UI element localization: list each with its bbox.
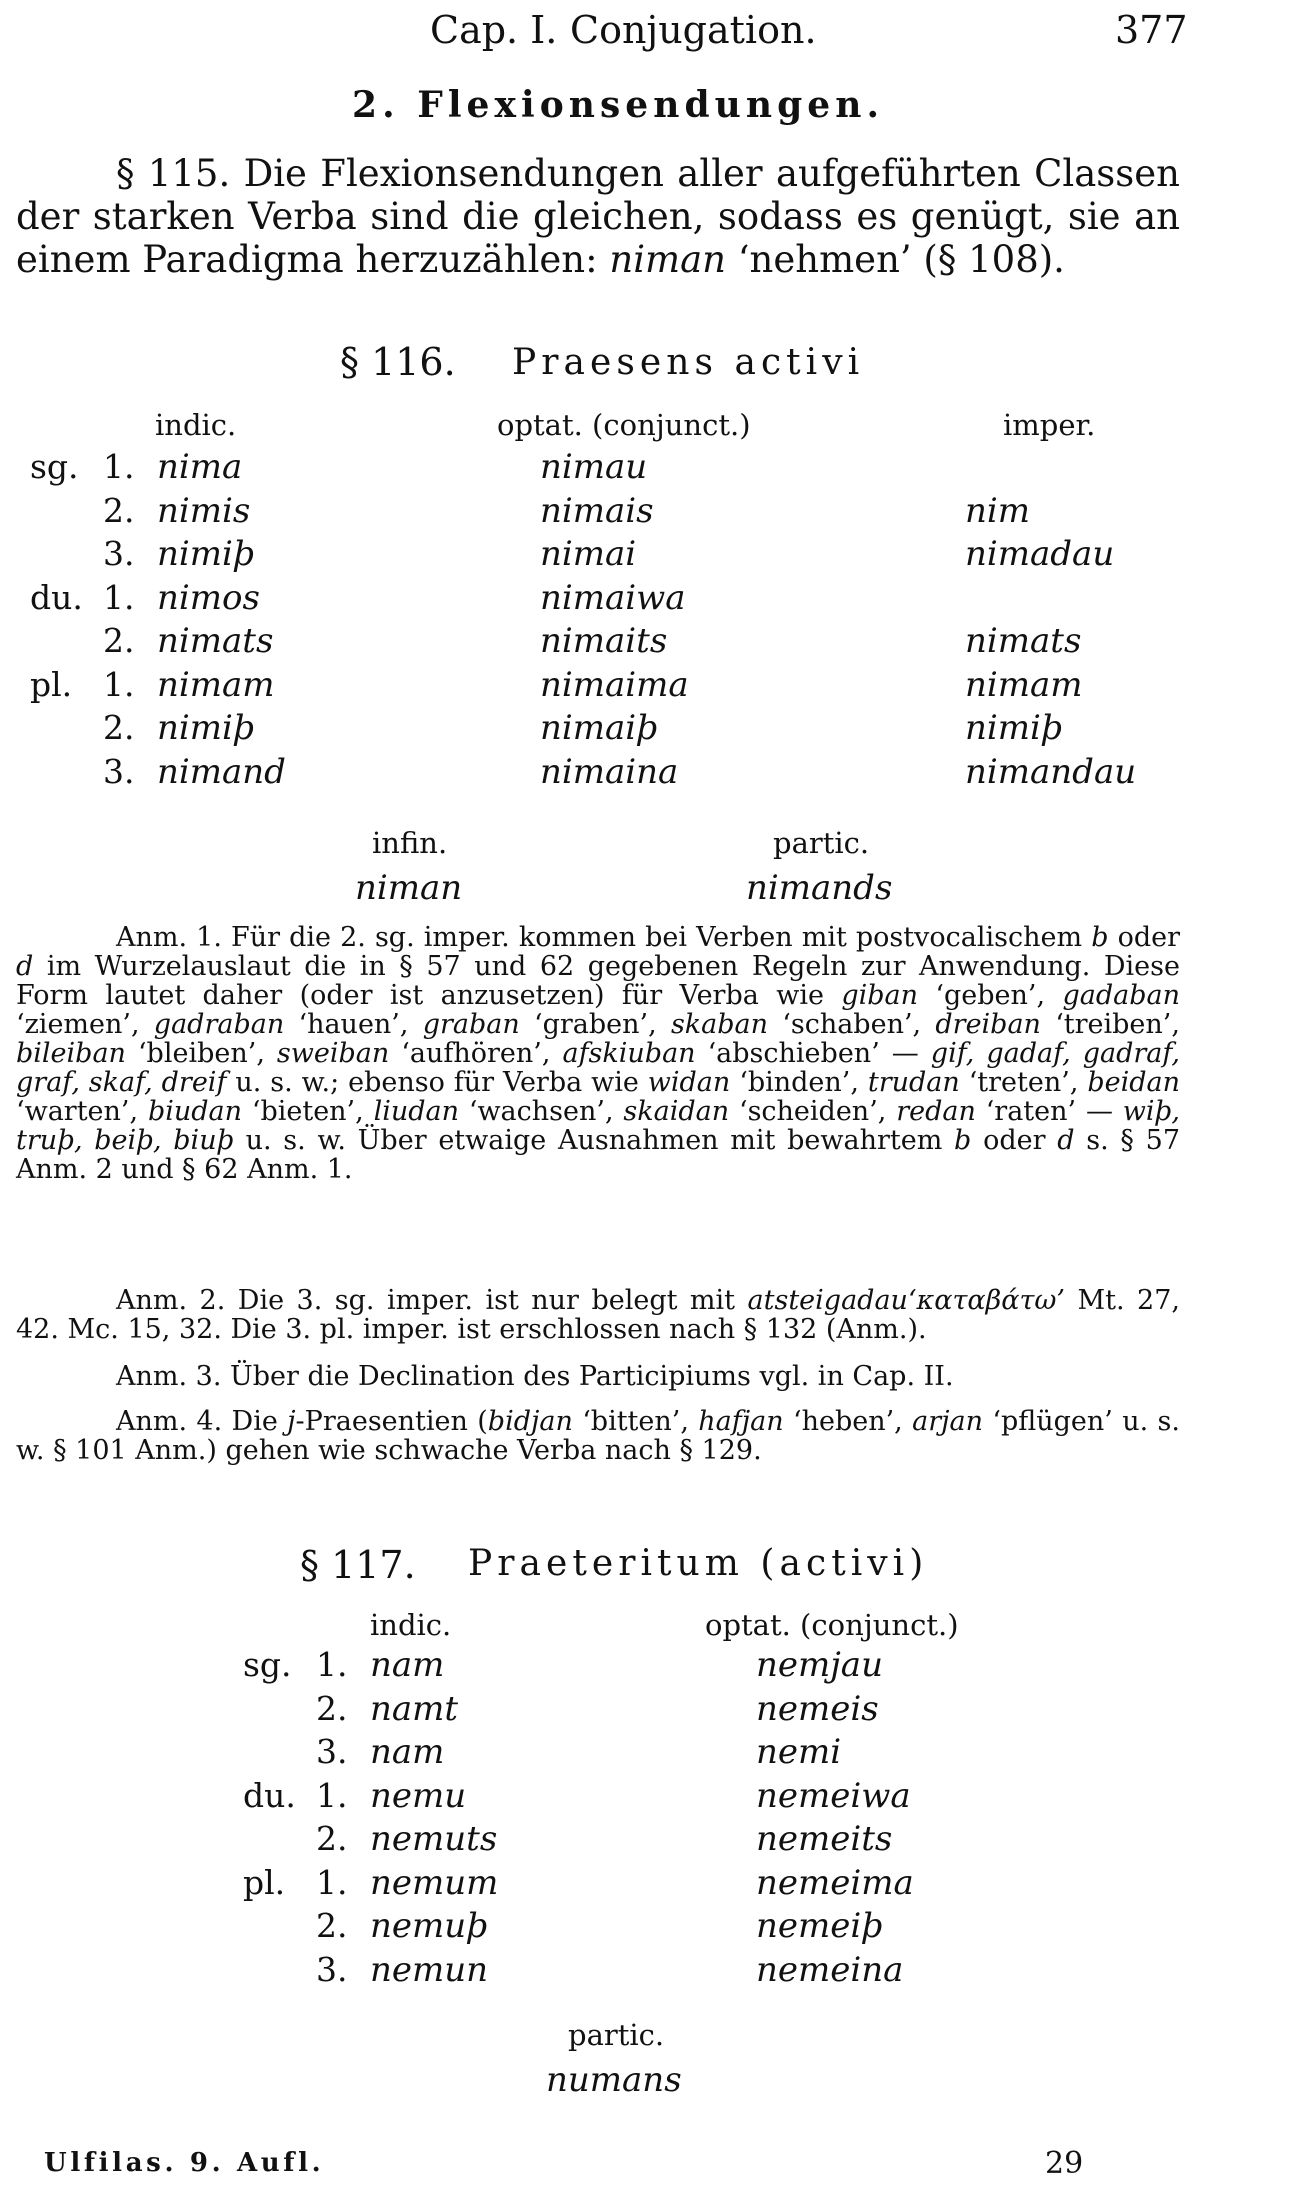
footer-signature: Ulfilas. 9. Aufl. bbox=[44, 2148, 325, 2178]
indicative-form: nimam bbox=[157, 664, 275, 705]
person-label: 1. bbox=[103, 664, 135, 704]
partic-label-117: partic. bbox=[568, 2018, 665, 2052]
person-label: 2. bbox=[103, 708, 135, 747]
gloss: ‘treiben’, bbox=[1055, 1009, 1180, 1040]
paragraph-115 bbox=[16, 152, 1180, 281]
gothic-word: atsteigadau bbox=[747, 1285, 908, 1316]
optative-form: nimaits bbox=[540, 621, 668, 661]
gothic-word: skaban bbox=[670, 1009, 769, 1040]
indicative-form: nimos bbox=[157, 577, 260, 618]
optative-form: nemeiþ bbox=[756, 1906, 884, 1946]
indicative-form: nimats bbox=[157, 621, 274, 661]
gloss: ‘heben’, bbox=[793, 1406, 903, 1437]
note-4 bbox=[16, 1407, 1180, 1465]
gothic-word: bidjan bbox=[487, 1406, 573, 1437]
optative-form: nimaima bbox=[540, 664, 689, 705]
partic-label-116: partic. bbox=[773, 826, 870, 860]
section-116-number: § 116. bbox=[340, 340, 456, 384]
indicative-form: nam bbox=[370, 1732, 445, 1772]
gothic-word: liudan bbox=[373, 1096, 460, 1127]
gloss: ‘bitten’, bbox=[582, 1406, 689, 1437]
indicative-form: nemum bbox=[370, 1862, 499, 1903]
gothic-word: sweiban bbox=[276, 1038, 390, 1069]
indicative-form: nemun bbox=[370, 1949, 489, 1990]
col-optat-116: optat. (conjunct.) bbox=[497, 408, 751, 442]
section-117-number: § 117. bbox=[300, 1543, 416, 1587]
optative-form: nemjau bbox=[756, 1645, 883, 1685]
note-1-b: b bbox=[954, 1125, 972, 1156]
indicative-form: namt bbox=[370, 1688, 459, 1729]
optative-form: nemeiwa bbox=[756, 1775, 911, 1816]
person-label: 3. bbox=[316, 1949, 348, 1989]
person-label: 1. bbox=[103, 447, 135, 486]
paragraph-115-word: niman bbox=[609, 238, 726, 281]
indicative-form: nimis bbox=[157, 490, 251, 531]
person-label: 1. bbox=[316, 1645, 348, 1684]
note-3 bbox=[16, 1362, 1180, 1391]
person-label: 2. bbox=[316, 1906, 348, 1945]
gothic-word: biudan bbox=[147, 1096, 243, 1127]
gothic-word: widan bbox=[647, 1067, 731, 1098]
paragraph-115-gloss: ‘nehmen’ bbox=[737, 238, 912, 281]
note-1-label: Anm. 1. bbox=[116, 922, 222, 953]
section-117-title: Praeteritum (activi) bbox=[468, 1543, 929, 1584]
gothic-word: bileiban bbox=[16, 1038, 126, 1069]
gloss: ‘schaben’, bbox=[782, 1009, 922, 1040]
indicative-form: nimiþ bbox=[157, 708, 255, 748]
person-label: 2. bbox=[316, 1819, 348, 1858]
person-label: 3. bbox=[103, 751, 135, 791]
infin-form: niman bbox=[355, 868, 463, 908]
indicative-form: nimiþ bbox=[157, 534, 255, 574]
partic-form-116: nimands bbox=[746, 868, 893, 908]
person-label: 2. bbox=[316, 1688, 348, 1728]
gothic-word: dreiban bbox=[935, 1009, 1041, 1040]
note-2-text-2: Mt. 27, 42. Mc. 15, 32. Die 3. pl. imper. ist erschlossen nach § 132 (Anm.). bbox=[16, 1285, 1180, 1345]
imperative-forms: gif, gadaf, gadraf, graf, skaf, dreif bbox=[16, 1038, 1180, 1098]
imperative-forms: wiþ, truþ, beiþ, biuþ bbox=[16, 1096, 1180, 1156]
optative-form: nimaina bbox=[540, 751, 679, 792]
number-label: pl. bbox=[243, 1862, 286, 1902]
person-label: 3. bbox=[103, 534, 135, 573]
note-1-oder: oder bbox=[1117, 922, 1181, 953]
note-4-label: Anm. 4. bbox=[116, 1406, 223, 1437]
gothic-word: gadraban bbox=[153, 1009, 285, 1040]
optative-form: nimai bbox=[540, 534, 637, 574]
person-label: 2. bbox=[103, 621, 135, 660]
indicative-form: nima bbox=[157, 447, 243, 487]
paragraph-115-text: Die Flexionsendungen aller aufgeführten Classen der starken Verba sind die gleichen, sodass es genügt, sie an einem Paradigma herzuzählen: bbox=[16, 152, 1180, 281]
indicative-form: nemu bbox=[370, 1775, 467, 1816]
person-label: 2. bbox=[103, 490, 135, 530]
section-116-title: Praesens activi bbox=[512, 342, 865, 383]
number-label: sg. bbox=[30, 447, 79, 486]
gloss: ‘binden’, bbox=[739, 1067, 859, 1098]
gloss: ‘geben’, bbox=[935, 980, 1046, 1011]
gloss: ‘wachsen’, bbox=[468, 1096, 614, 1127]
gloss: ‘aufhören’, bbox=[401, 1038, 551, 1069]
paragraph-115-ref: (§ 108). bbox=[923, 238, 1065, 281]
note-4-end: u. s. w. § 101 Anm.) gehen wie schwache Verba nach § 129. bbox=[16, 1406, 1180, 1466]
note-text: u. s. w. Über etwaige Ausnahmen mit bewahrtem bbox=[245, 1125, 943, 1156]
number-label: du. bbox=[243, 1775, 296, 1815]
optative-form: nemeis bbox=[756, 1688, 879, 1729]
imperative-form: nimats bbox=[965, 621, 1082, 661]
gloss: ‘abschieben’ — bbox=[707, 1038, 919, 1069]
note-text: s. § 57 Anm. 2 und § 62 Anm. 1. bbox=[16, 1125, 1181, 1185]
col-indic-117: indic. bbox=[370, 1608, 452, 1642]
partic-form-117: numans bbox=[546, 2060, 682, 2100]
indicative-form: nam bbox=[370, 1645, 445, 1685]
gloss: ‘raten’ — bbox=[985, 1096, 1113, 1127]
gloss: ‘graben’, bbox=[534, 1009, 657, 1040]
page-number: 377 bbox=[1115, 8, 1188, 52]
note-1-oder: oder bbox=[983, 1125, 1046, 1156]
greek-gloss: ‘καταβάτω’ bbox=[907, 1285, 1066, 1316]
gloss: ‘treten’, bbox=[968, 1067, 1079, 1098]
note-3-text: Über die Declination des Participiums vgl. in Cap. II. bbox=[230, 1361, 954, 1392]
gothic-word: trudan bbox=[867, 1067, 960, 1098]
person-label: 1. bbox=[316, 1775, 348, 1815]
imperative-form: nimiþ bbox=[965, 708, 1063, 748]
imperative-form: nimam bbox=[965, 664, 1083, 705]
person-label: 1. bbox=[103, 577, 135, 617]
note-text: u. s. w.; ebenso für Verba wie bbox=[235, 1067, 639, 1098]
infin-label: infin. bbox=[372, 826, 448, 860]
person-label: 3. bbox=[316, 1732, 348, 1771]
optative-form: nimau bbox=[540, 447, 648, 487]
note-3-label: Anm. 3. bbox=[116, 1361, 222, 1392]
note-2-label: Anm. 2. bbox=[116, 1285, 226, 1316]
note-1-text: Für die 2. sg. imper. kommen bei Verben mit postvocalischem bbox=[231, 922, 1083, 953]
footer-sheet-number: 29 bbox=[1045, 2146, 1084, 2181]
note-4-text: Die bbox=[231, 1406, 278, 1437]
gothic-word: gadaban bbox=[1062, 980, 1180, 1011]
note-1-text-2: im Wurzelauslaut die in § 57 und 62 gegebenen Regeln zur Anwendung. Diese Form lautet daher (oder ist anzusetzen) für Verba wie bbox=[16, 951, 1180, 1011]
note-2-text: Die 3. sg. imper. ist nur belegt mit bbox=[237, 1285, 736, 1316]
note-1 bbox=[16, 923, 1180, 1184]
imperative-form: nim bbox=[965, 490, 1031, 531]
optative-form: nemi bbox=[756, 1732, 842, 1772]
optative-form: nimais bbox=[540, 490, 654, 531]
optative-form: nemeits bbox=[756, 1819, 893, 1859]
note-1-d: d bbox=[1057, 1125, 1075, 1156]
gloss: ‘scheiden’, bbox=[738, 1096, 887, 1127]
gothic-word: redan bbox=[896, 1096, 976, 1127]
note-1-d: d bbox=[16, 951, 34, 982]
section-heading: 2. Flexionsendungen. bbox=[352, 84, 885, 126]
gothic-word: arjan bbox=[912, 1406, 984, 1437]
note-2 bbox=[16, 1286, 1180, 1344]
paragraph-115-number: § 115. bbox=[116, 152, 231, 195]
col-indic-116: indic. bbox=[155, 408, 237, 442]
number-label: sg. bbox=[243, 1645, 292, 1684]
note-1-b: b bbox=[1091, 922, 1109, 953]
running-header-title: Conjugation. bbox=[570, 8, 817, 52]
gothic-word: graban bbox=[422, 1009, 520, 1040]
gloss: ‘pflügen’ bbox=[992, 1406, 1113, 1437]
indicative-form: nemuþ bbox=[370, 1906, 488, 1946]
optative-form: nemeina bbox=[756, 1949, 904, 1990]
optative-form: nimaiþ bbox=[540, 708, 658, 748]
indicative-form: nemuts bbox=[370, 1819, 498, 1859]
person-label: 1. bbox=[316, 1862, 348, 1902]
gothic-word: afskiuban bbox=[562, 1038, 696, 1069]
running-header-chapter: Cap. I. bbox=[430, 8, 558, 52]
optative-form: nimaiwa bbox=[540, 577, 686, 618]
gloss: ‘ziemen’, bbox=[16, 1009, 140, 1040]
note-4-j: j bbox=[287, 1406, 296, 1437]
col-optat-117: optat. (conjunct.) bbox=[705, 1608, 959, 1642]
gothic-word: hafjan bbox=[698, 1406, 784, 1437]
note-4-text-2: -Praesentien ( bbox=[295, 1406, 488, 1437]
indicative-form: nimand bbox=[157, 751, 286, 792]
col-imper-116: imper. bbox=[1003, 408, 1096, 442]
gloss: ‘hauen’, bbox=[298, 1009, 409, 1040]
gothic-word: beidan bbox=[1087, 1067, 1181, 1098]
gothic-word: giban bbox=[841, 980, 919, 1011]
imperative-form: nimandau bbox=[965, 751, 1137, 792]
number-label: du. bbox=[30, 577, 83, 617]
gloss: ‘warten’, bbox=[16, 1096, 139, 1127]
optative-form: nemeima bbox=[756, 1862, 914, 1903]
imperative-form: nimadau bbox=[965, 534, 1115, 574]
gloss: ‘bleiben’, bbox=[137, 1038, 265, 1069]
gothic-word: skaidan bbox=[623, 1096, 730, 1127]
number-label: pl. bbox=[30, 664, 73, 704]
gloss: ‘bieten’, bbox=[251, 1096, 364, 1127]
